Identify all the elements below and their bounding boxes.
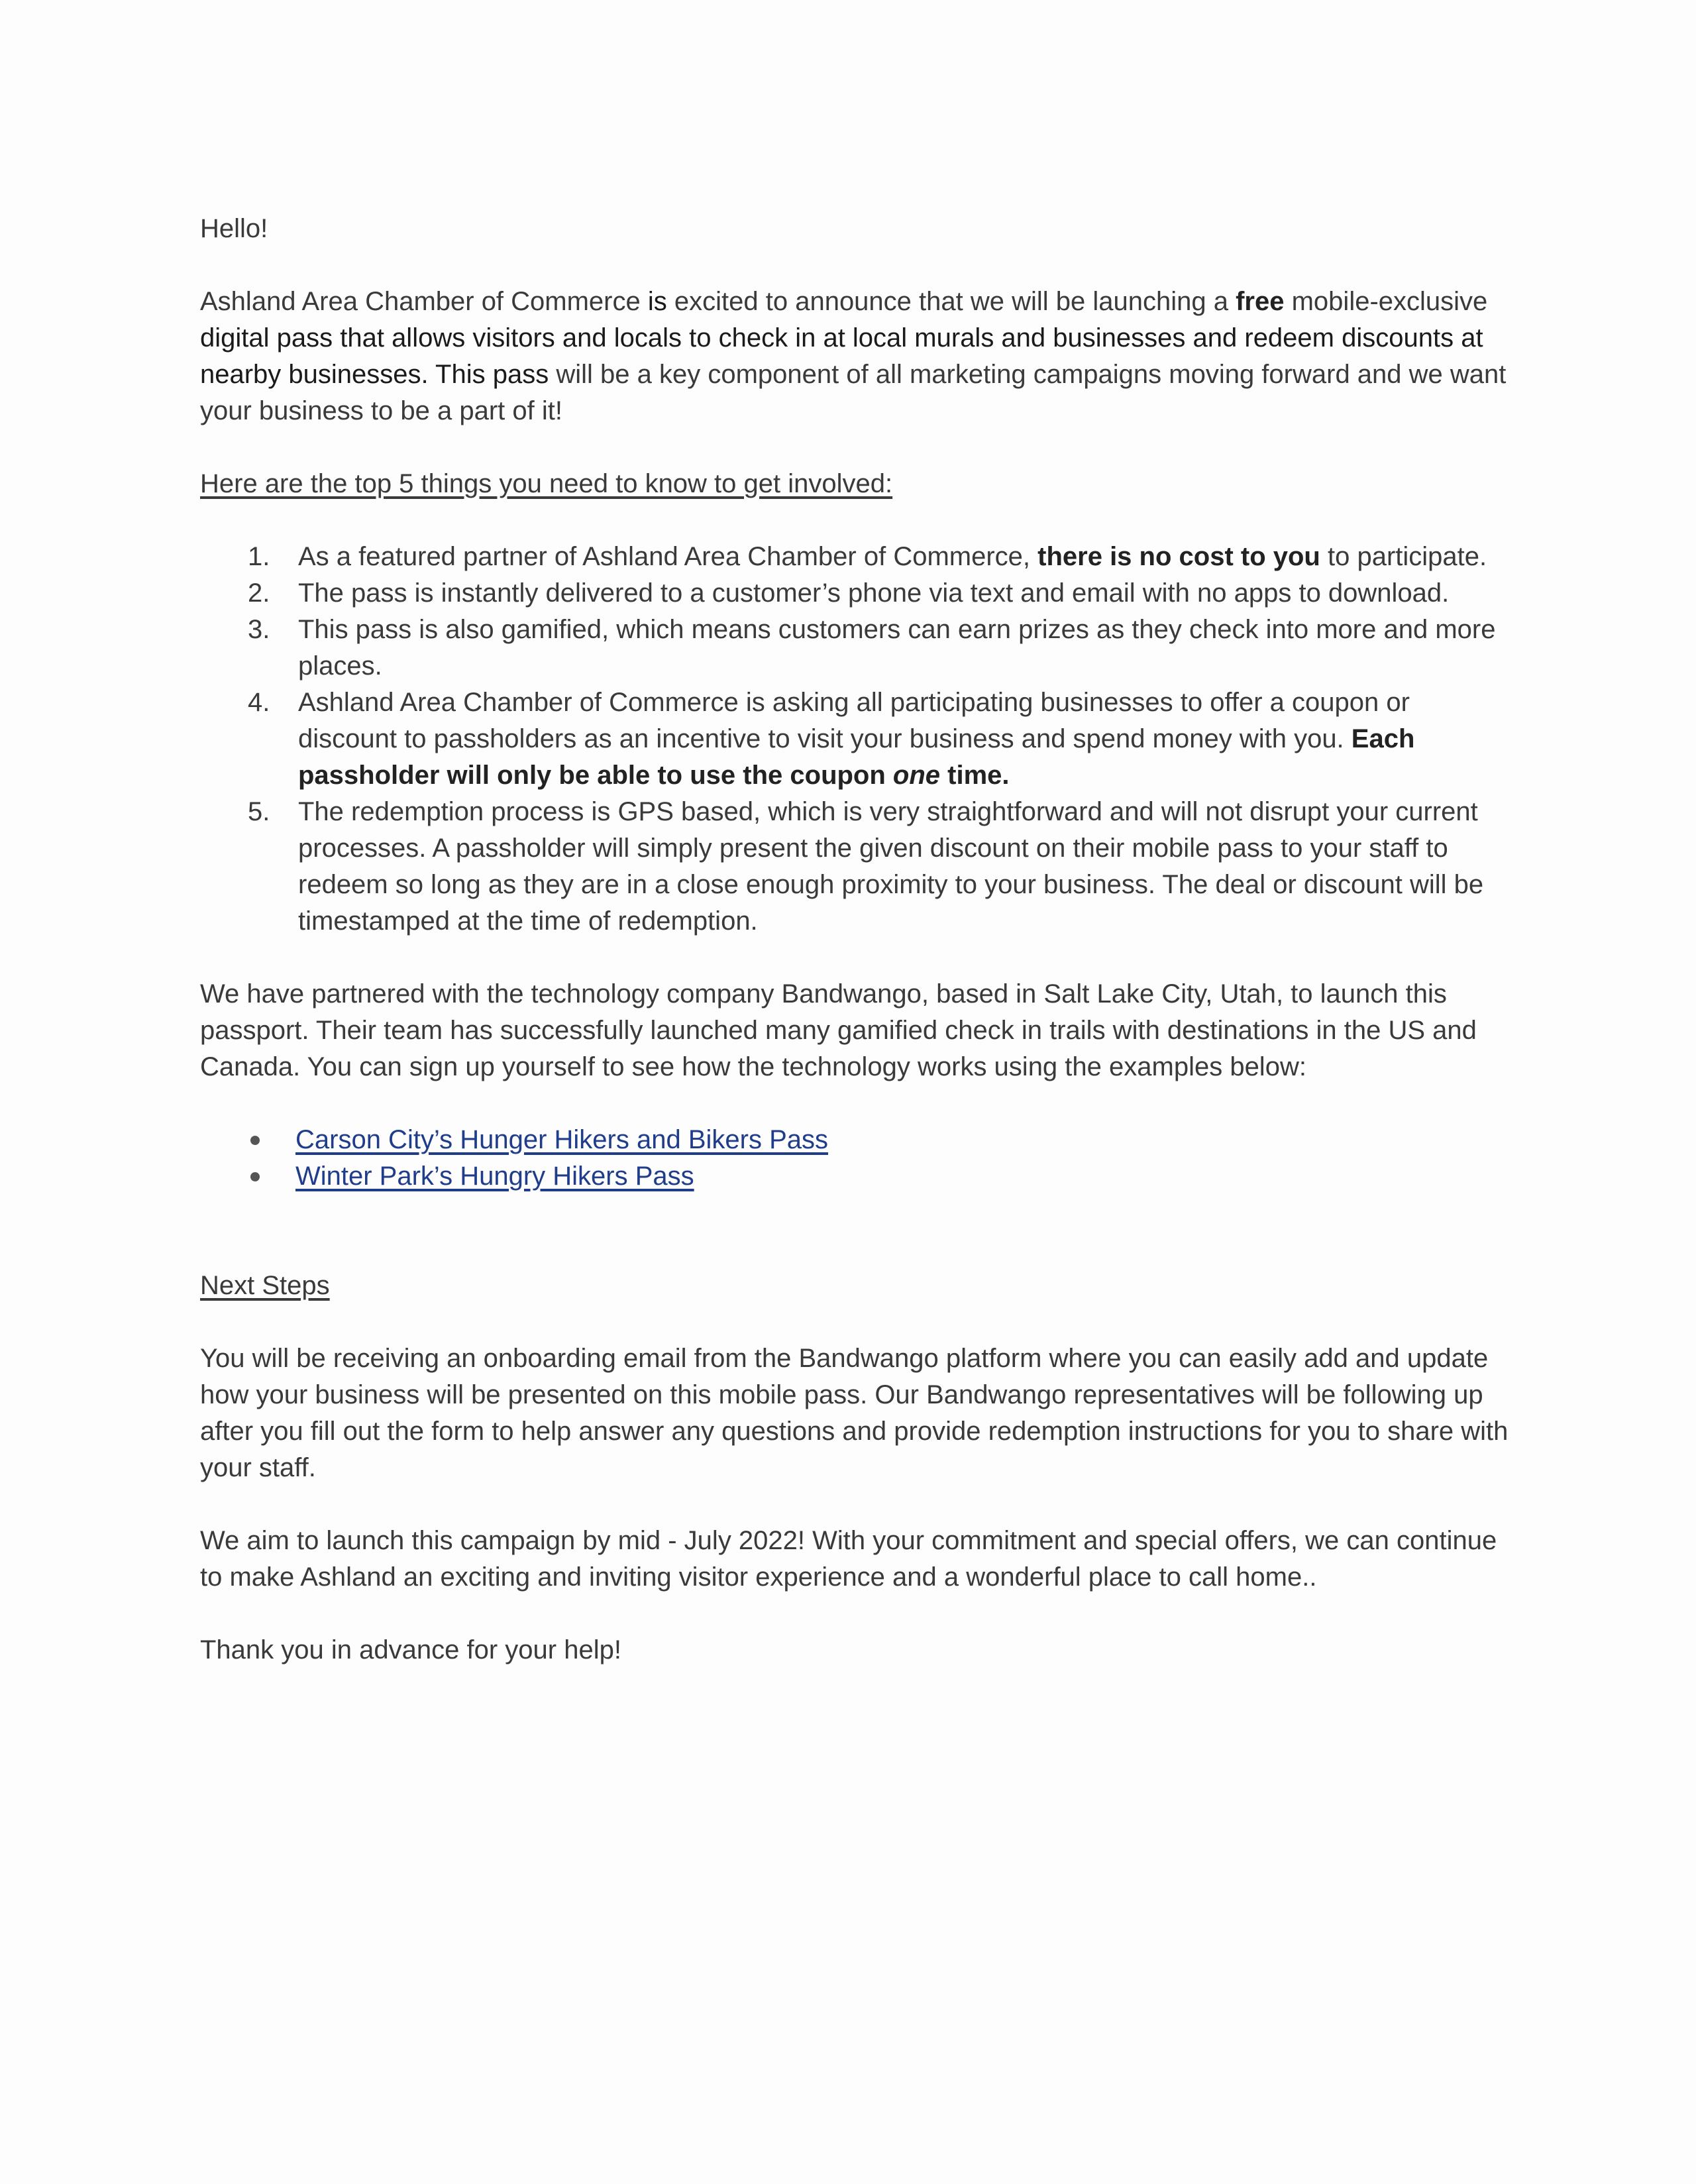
partner-paragraph: We have partnered with the technology company Bandwango, based in Salt Lake City, Utah, to launch this passport. Their team has successfully launched many gamified check in trails with destinations in the US and Canada. You can sign up yourself to see how the technology works using the examples below:: [200, 979, 1477, 1081]
step-text: The pass is instantly delivered to a customer’s phone via text and email with no apps to download.: [298, 578, 1450, 608]
step-number: 4.: [248, 688, 270, 717]
step-number: 3.: [248, 615, 270, 644]
greeting: Hello!: [200, 214, 268, 243]
list-item: [200, 539, 1512, 575]
step-text: Ashland Area Chamber of Commerce is asking all participating businesses to offer a coupon or discount to passholders as an incentive to visit your business and spend money with you.: [298, 688, 1410, 753]
step-number: 5.: [248, 797, 270, 826]
list-item: [200, 575, 1512, 612]
bullet-icon: [250, 1136, 260, 1145]
intro-is: is: [640, 287, 674, 316]
step-bold: Each passholder will only be able to use the coupon: [298, 724, 1415, 790]
step-bold: time.: [940, 761, 1010, 790]
step-text: The redemption process is GPS based, which is very straightforward and will not disrupt your current processes. A passholder will simply present the given discount on their mobile pass to your staff to redeem so long as they are in a close enough proximity to your business. The deal or discount will be timestamped at the time of redemption.: [298, 797, 1484, 936]
example-links: [200, 1122, 1512, 1195]
list-item: [200, 1122, 1512, 1158]
list-item: [200, 1158, 1512, 1195]
steps-list: [200, 539, 1512, 940]
list-item: [200, 612, 1512, 684]
next-steps-heading: Next Steps: [200, 1271, 330, 1300]
step-number: 1.: [248, 542, 270, 571]
things-heading: Here are the top 5 things you need to know to get involved:: [200, 469, 893, 498]
onboarding-paragraph: You will be receiving an onboarding email from the Bandwango platform where you can easily add and update how your business will be presented on this mobile pass. Our Bandwango representatives will be following up after you fill out the form to help answer any questions and provide redemption instructions for you to share with your staff.: [200, 1344, 1509, 1482]
winter-park-pass-link[interactable]: Winter Park’s Hungry Hikers Pass: [295, 1162, 694, 1191]
launch-paragraph: We aim to launch this campaign by mid - July 2022! With your commitment and special offers, we can continue to make Ashland an exciting and inviting visitor experience and a wonderful place to call home..: [200, 1526, 1497, 1592]
intro-rest: will be a key component of all marketing campaigns moving forward and we want your business to be a part of it!: [200, 360, 1507, 425]
intro-paragraph: [200, 284, 1512, 429]
list-item: [200, 684, 1512, 794]
step-number: 2.: [248, 578, 270, 608]
intro-digital-pass: digital pass that allows visitors and locals to check in at local murals and businesses and redeem discounts at nearby businesses: [200, 323, 1483, 389]
intro-mobile: mobile-exclusive: [1284, 287, 1488, 316]
intro-org: Ashland Area Chamber of Commerce: [200, 287, 641, 316]
intro-free: free: [1236, 287, 1285, 316]
step-text: to participate.: [1320, 542, 1487, 571]
step-text: As a featured partner of Ashland Area Chamber of Commerce,: [298, 542, 1038, 571]
carson-city-pass-link[interactable]: Carson City’s Hunger Hikers and Bikers Pass: [295, 1125, 829, 1154]
closing: Thank you in advance for your help!: [200, 1635, 621, 1665]
list-item: [200, 794, 1512, 940]
step-bold: there is no cost to you: [1037, 542, 1320, 571]
letter-page: [200, 211, 1512, 1668]
bullet-icon: [250, 1172, 260, 1181]
step-italic: one: [892, 761, 941, 790]
step-text: This pass is also gamified, which means customers can earn prizes as they check into more and more places.: [298, 615, 1496, 681]
intro-this-pass: . This pass: [421, 360, 549, 389]
intro-excited: excited to announce that we will be launching a: [674, 287, 1236, 316]
